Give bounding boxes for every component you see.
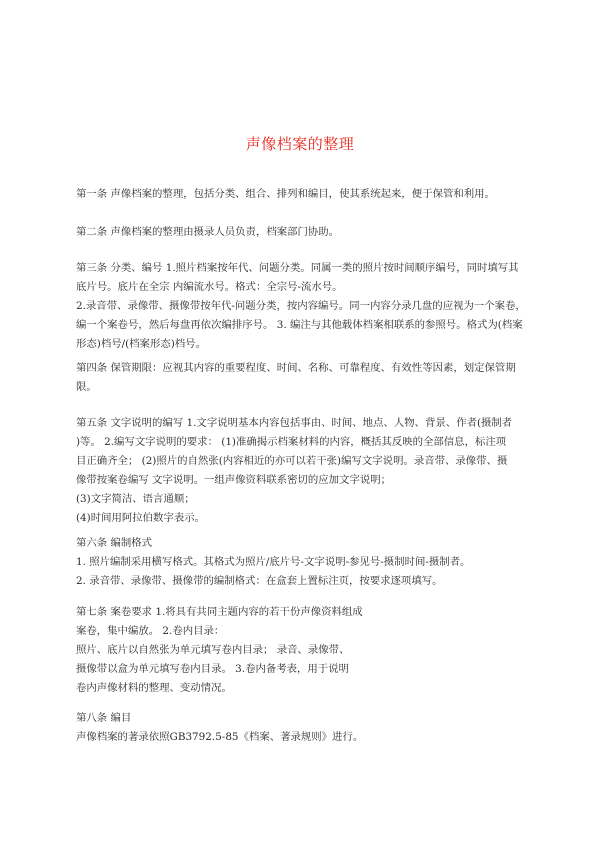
article-line: 第八条 编目	[76, 712, 132, 724]
article-line: 第二条 声像档案的整理由摄录人员负责，档案部门协助。	[76, 226, 340, 238]
article-3	[76, 259, 536, 354]
article-line: 第六条 编制格式	[76, 537, 153, 549]
article-line: 第七条 案卷要求 1.将具有共同主题内容的若干份声像资料组成	[76, 606, 363, 618]
article-6	[76, 534, 536, 591]
article-line: )等。 2.编写文字说明的要求： (1)准确揭示档案材料的内容，概括其反映的全部信息，标注项	[76, 436, 507, 448]
article-4	[76, 359, 536, 397]
article-line: 像带按案卷编写 文字说明。一组声像资料联系密切的应加文字说明；	[76, 474, 392, 486]
article-line: 1. 照片编制采用横写格式。其格式为照片/底片号-文字说明-参见号-摄制时间-摄制者。	[76, 556, 471, 568]
article-line: 限。	[76, 381, 97, 393]
article-line: 卷内声像材料的整理、变动情况。	[76, 682, 232, 694]
article-line: 第三条 分类、编号 1.照片档案按年代、问题分类。同属一类的照片按时间顺序编号，同时填写其	[76, 262, 519, 274]
article-8	[76, 709, 536, 747]
article-line: (3)文字简洁、语言通顺；	[76, 493, 195, 505]
article-line: 第四条 保管期限：应视其内容的重要程度、时间、名称、可靠程度、有效性等因素，划定保管期	[76, 362, 516, 374]
article-line: 照片、底片以自然张为单元填写卷内目录； 录音、录像带、	[76, 644, 350, 656]
article-7	[76, 603, 536, 698]
article-line: 第一条 声像档案的整理，包括分类、组合、排列和编目，使其系统起来，便于保管和利用。	[76, 188, 495, 200]
article-line: 目正确齐全； (2)照片的自然张(内容相近的亦可以若干张)编写文字说明。录音带、录像带、摄	[76, 455, 508, 467]
article-line: 2. 录音带、录像带、摄像带的编制格式：在盒套上置标注页，按要求逐项填写。	[76, 575, 443, 587]
article-line: 底片号。底片在全宗 内编流水号。格式：全宗号-流水号。	[76, 281, 343, 293]
article-line: 编一个案卷号，然后每盘再依次编排序号。 3. 编注与其他载体档案相联系的参照号。格式为(档案	[76, 319, 523, 331]
article-5	[76, 414, 536, 528]
article-line: 案卷，集中编放。 2.卷内目录：	[76, 625, 225, 637]
article-2	[76, 223, 536, 242]
article-line: (4)时间用阿拉伯数字表示。	[76, 512, 206, 524]
article-line: 第五条 文字说明的编写 1.文字说明基本内容包括事由、时间、地点、人物、背景、作者(摄制者	[76, 417, 513, 429]
page-title: 声像档案的整理	[245, 135, 355, 153]
article-line: 声像档案的著录依照GB3792.5-85《档案、著录规则》进行。	[76, 731, 364, 743]
article-line: 2.录音带、录像带、摄像带按年代-问题分类，按内容编号。同一内容分录几盘的应视为一个案卷，	[76, 300, 526, 312]
article-line: 摄像带以盒为单元填写卷内目录。 3.卷内备考表，用于说明	[76, 663, 349, 675]
article-line: 形态)档号/(档案形态)档号。	[76, 338, 206, 350]
article-1	[76, 185, 536, 204]
